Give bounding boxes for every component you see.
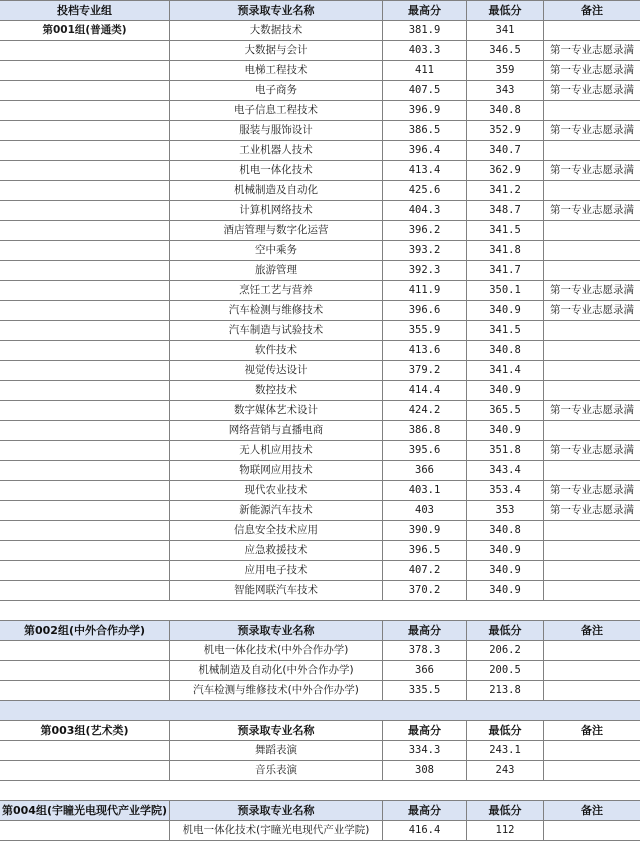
group-cell [0,761,170,781]
table-row [0,261,640,281]
note: 第一专业志愿录满 [544,201,640,221]
major-name: 空中乘务 [170,241,383,261]
column-header-min-score: 最低分 [467,621,544,641]
min-score: 340.8 [467,521,544,541]
table-row [0,581,640,601]
note: 第一专业志愿录满 [544,161,640,181]
table-row [0,541,640,561]
max-score: 403.1 [383,481,467,501]
major-name: 舞蹈表演 [170,741,383,761]
group-cell [0,641,170,661]
column-header-major: 预录取专业名称 [170,721,383,741]
group-cell [0,221,170,241]
min-score: 340.9 [467,581,544,601]
min-score: 340.8 [467,101,544,121]
group-cell [0,161,170,181]
min-score: 365.5 [467,401,544,421]
column-header-min-score: 最低分 [467,721,544,741]
column-header-major: 预录取专业名称 [170,1,383,21]
group-cell [0,281,170,301]
group-cell [0,181,170,201]
min-score: 346.5 [467,41,544,61]
major-name: 汽车检测与维修技术(中外合作办学) [170,681,383,701]
spacer-cell [0,781,640,801]
max-score: 403.3 [383,41,467,61]
table-row [0,61,640,81]
note [544,321,640,341]
note: 第一专业志愿录满 [544,441,640,461]
min-score: 341.5 [467,321,544,341]
min-score: 351.8 [467,441,544,461]
major-name: 汽车检测与维修技术 [170,301,383,321]
min-score: 213.8 [467,681,544,701]
note [544,561,640,581]
column-header-major: 预录取专业名称 [170,801,383,821]
table-row [0,381,640,401]
major-name: 数控技术 [170,381,383,401]
table-row [0,281,640,301]
note [544,221,640,241]
max-score: 370.2 [383,581,467,601]
table-row [0,401,640,421]
table-row [0,81,640,101]
group-spacer-row [0,701,640,721]
table-row [0,761,640,781]
group-cell [0,141,170,161]
max-score: 396.9 [383,101,467,121]
major-name: 机械制造及自动化 [170,181,383,201]
max-score: 403 [383,501,467,521]
column-header-group: 投档专业组 [0,1,170,21]
table-row [0,561,640,581]
note [544,761,640,781]
table-row [0,681,640,701]
min-score: 343.4 [467,461,544,481]
note: 第一专业志愿录满 [544,301,640,321]
group-cell [0,541,170,561]
major-name: 数字媒体艺术设计 [170,401,383,421]
group-cell [0,401,170,421]
column-header-max-score: 最高分 [383,1,467,21]
group-cell [0,301,170,321]
max-score: 355.9 [383,321,467,341]
max-score: 390.9 [383,521,467,541]
max-score: 395.6 [383,441,467,461]
max-score: 396.4 [383,141,467,161]
note [544,681,640,701]
note: 第一专业志愿录满 [544,401,640,421]
min-score: 112 [467,821,544,841]
major-name: 音乐表演 [170,761,383,781]
major-name: 现代农业技术 [170,481,383,501]
min-score: 340.7 [467,141,544,161]
group-cell [0,241,170,261]
min-score: 206.2 [467,641,544,661]
column-header-max-score: 最高分 [383,801,467,821]
table-row [0,821,640,841]
max-score: 424.2 [383,401,467,421]
note [544,661,640,681]
table-row [0,201,640,221]
min-score: 343 [467,81,544,101]
column-header-max-score: 最高分 [383,621,467,641]
group-header-row [0,721,640,741]
group-label: 第003组(艺术类) [0,721,170,741]
column-header-min-score: 最低分 [467,801,544,821]
group-cell [0,261,170,281]
major-name: 计算机网络技术 [170,201,383,221]
group-cell [0,421,170,441]
max-score: 396.5 [383,541,467,561]
table-row [0,241,640,261]
major-name: 应用电子技术 [170,561,383,581]
major-name: 机械制造及自动化(中外合作办学) [170,661,383,681]
group-cell [0,341,170,361]
min-score: 340.8 [467,341,544,361]
major-name: 机电一体化技术(中外合作办学) [170,641,383,661]
column-header-note: 备注 [544,621,640,641]
group-cell [0,501,170,521]
min-score: 348.7 [467,201,544,221]
table-row [0,741,640,761]
max-score: 396.6 [383,301,467,321]
note [544,461,640,481]
max-score: 404.3 [383,201,467,221]
note [544,541,640,561]
note [544,101,640,121]
max-score: 392.3 [383,261,467,281]
max-score: 366 [383,661,467,681]
max-score: 411.9 [383,281,467,301]
min-score: 341.8 [467,241,544,261]
table-row [0,461,640,481]
group-cell [0,381,170,401]
min-score: 340.9 [467,421,544,441]
column-header-note: 备注 [544,721,640,741]
max-score: 396.2 [383,221,467,241]
major-name: 网络营销与直播电商 [170,421,383,441]
min-score: 243.1 [467,741,544,761]
column-header-max-score: 最高分 [383,721,467,741]
min-score: 353 [467,501,544,521]
min-score: 340.9 [467,381,544,401]
table-row [0,221,640,241]
major-name: 软件技术 [170,341,383,361]
max-score: 381.9 [383,21,467,41]
note [544,821,640,841]
table-row [0,121,640,141]
group-cell [0,681,170,701]
group-cell [0,201,170,221]
group-header-row [0,801,640,821]
major-name: 烹饪工艺与营养 [170,281,383,301]
table-row [0,361,640,381]
max-score: 379.2 [383,361,467,381]
table-row [0,421,640,441]
major-name: 新能源汽车技术 [170,501,383,521]
group-cell [0,321,170,341]
max-score: 407.2 [383,561,467,581]
spacer-cell [0,701,640,721]
major-name: 机电一体化技术 [170,161,383,181]
table-row [0,181,640,201]
max-score: 413.4 [383,161,467,181]
major-name: 智能网联汽车技术 [170,581,383,601]
table-row [0,641,640,661]
column-header-min-score: 最低分 [467,1,544,21]
table-row [0,501,640,521]
note [544,361,640,381]
note [544,21,640,41]
group-cell [0,61,170,81]
note [544,341,640,361]
group-spacer-row [0,601,640,621]
group-label: 第002组(中外合作办学) [0,621,170,641]
table-row [0,521,640,541]
table-row [0,41,640,61]
note: 第一专业志愿录满 [544,41,640,61]
max-score: 386.8 [383,421,467,441]
table-row [0,441,640,461]
table-header-row [0,1,640,21]
max-score: 411 [383,61,467,81]
min-score: 341.2 [467,181,544,201]
max-score: 414.4 [383,381,467,401]
column-header-note: 备注 [544,801,640,821]
major-name: 电梯工程技术 [170,61,383,81]
table-row [0,661,640,681]
major-name: 电子信息工程技术 [170,101,383,121]
min-score: 340.9 [467,301,544,321]
column-header-note: 备注 [544,1,640,21]
min-score: 341.4 [467,361,544,381]
major-name: 大数据技术 [170,21,383,41]
min-score: 352.9 [467,121,544,141]
group-cell [0,101,170,121]
group-cell [0,361,170,381]
max-score: 416.4 [383,821,467,841]
note [544,181,640,201]
max-score: 335.5 [383,681,467,701]
note [544,421,640,441]
note: 第一专业志愿录满 [544,81,640,101]
major-name: 大数据与会计 [170,41,383,61]
note [544,581,640,601]
note: 第一专业志愿录满 [544,501,640,521]
major-name: 应急救援技术 [170,541,383,561]
major-name: 旅游管理 [170,261,383,281]
min-score: 353.4 [467,481,544,501]
group-cell [0,581,170,601]
group-cell [0,661,170,681]
table-body [0,1,640,841]
max-score: 334.3 [383,741,467,761]
major-name: 视觉传达设计 [170,361,383,381]
note: 第一专业志愿录满 [544,281,640,301]
major-name: 电子商务 [170,81,383,101]
min-score: 341.7 [467,261,544,281]
group-cell [0,81,170,101]
note [544,741,640,761]
group-header-row [0,621,640,641]
group-cell [0,481,170,501]
note: 第一专业志愿录满 [544,61,640,81]
group-cell [0,741,170,761]
group-cell [0,521,170,541]
min-score: 340.9 [467,541,544,561]
table-row [0,101,640,121]
spacer-cell [0,601,640,621]
major-name: 酒店管理与数字化运营 [170,221,383,241]
min-score: 362.9 [467,161,544,181]
major-name: 汽车制造与试验技术 [170,321,383,341]
table-row [0,301,640,321]
table-row [0,141,640,161]
min-score: 341 [467,21,544,41]
max-score: 407.5 [383,81,467,101]
max-score: 378.3 [383,641,467,661]
major-name: 工业机器人技术 [170,141,383,161]
table-row [0,481,640,501]
table-row [0,21,640,41]
note [544,141,640,161]
note: 第一专业志愿录满 [544,121,640,141]
group-cell [0,41,170,61]
min-score: 341.5 [467,221,544,241]
min-score: 340.9 [467,561,544,581]
min-score: 200.5 [467,661,544,681]
group-cell [0,821,170,841]
note [544,261,640,281]
note [544,521,640,541]
group-label: 第001组(普通类) [0,21,170,41]
note [544,381,640,401]
note [544,641,640,661]
max-score: 425.6 [383,181,467,201]
major-name: 物联网应用技术 [170,461,383,481]
table-row [0,161,640,181]
group-label: 第004组(宇瞳光电现代产业学院) [0,801,170,821]
note: 第一专业志愿录满 [544,481,640,501]
max-score: 386.5 [383,121,467,141]
max-score: 393.2 [383,241,467,261]
max-score: 366 [383,461,467,481]
min-score: 359 [467,61,544,81]
table-row [0,321,640,341]
min-score: 243 [467,761,544,781]
major-name: 信息安全技术应用 [170,521,383,541]
group-cell [0,121,170,141]
max-score: 413.6 [383,341,467,361]
group-cell [0,441,170,461]
major-name: 无人机应用技术 [170,441,383,461]
max-score: 308 [383,761,467,781]
group-spacer-row [0,781,640,801]
min-score: 350.1 [467,281,544,301]
major-name: 机电一体化技术(宇瞳光电现代产业学院) [170,821,383,841]
note [544,241,640,261]
table-row [0,341,640,361]
group-cell [0,561,170,581]
major-name: 服装与服饰设计 [170,121,383,141]
group-cell [0,461,170,481]
column-header-major: 预录取专业名称 [170,621,383,641]
